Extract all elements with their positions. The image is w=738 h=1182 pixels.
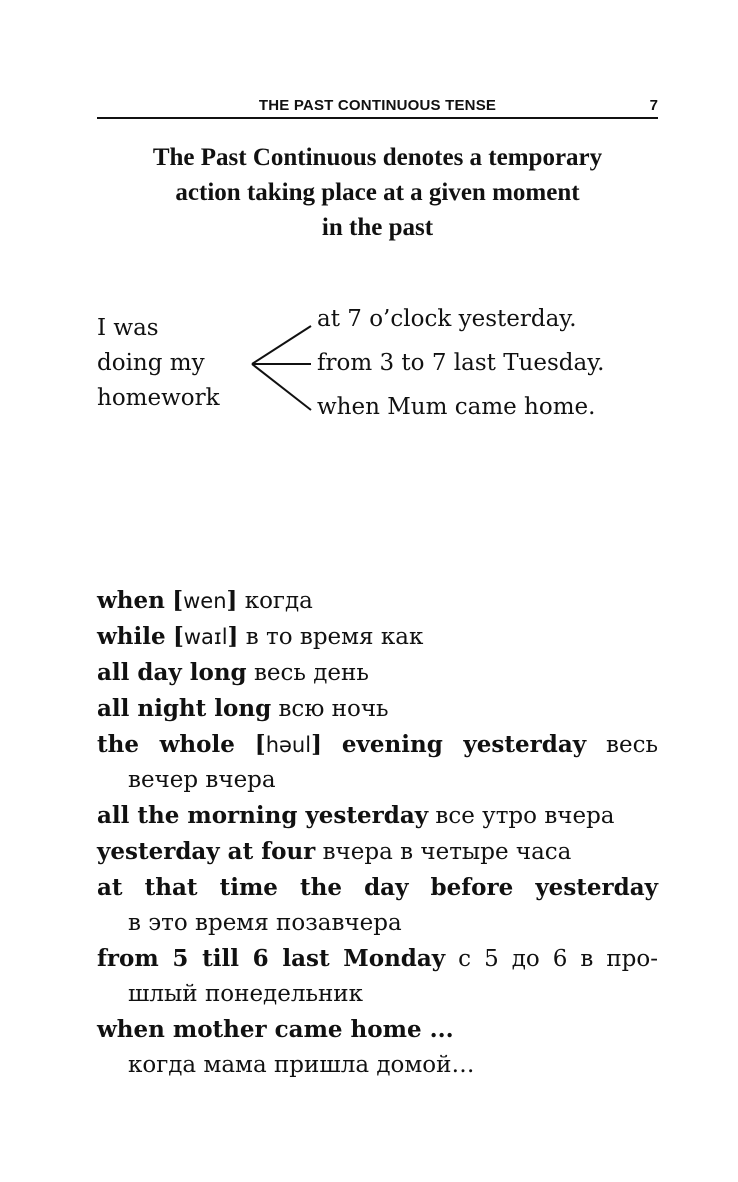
vocab-translation: в то время как bbox=[245, 624, 424, 650]
rule-line: The Past Continuous denotes a temporary bbox=[152, 144, 603, 171]
vocab-entry bbox=[97, 798, 658, 834]
vocab-term: when bbox=[97, 587, 165, 614]
rule-line: in the past bbox=[321, 214, 434, 241]
vocab-translation: с 5 до 6 в про- bbox=[458, 946, 658, 972]
vocab-translation: все утро вчера bbox=[435, 803, 615, 829]
vocab-term: from 5 till 6 last Monday bbox=[97, 945, 446, 972]
subject-line: homework bbox=[97, 385, 220, 411]
vocabulary-list bbox=[97, 583, 658, 1083]
vocab-term: while bbox=[97, 623, 166, 650]
branch-label: at 7 o’clock yesterday. bbox=[317, 306, 577, 332]
page-header bbox=[97, 95, 658, 119]
branch-line-top bbox=[252, 326, 311, 364]
vocab-entry-continuation bbox=[97, 763, 658, 798]
page-number: 7 bbox=[649, 97, 658, 114]
vocab-term: all night long bbox=[97, 695, 272, 722]
vocab-entry-continuation bbox=[97, 906, 658, 941]
vocab-transcription: waɪl bbox=[183, 625, 228, 649]
vocab-term: all the morning yesterday bbox=[97, 802, 429, 829]
subject-line: doing my bbox=[97, 350, 205, 376]
vocab-term: yesterday at four bbox=[97, 838, 316, 865]
vocab-term: the whole bbox=[97, 731, 235, 758]
vocab-translation: вечер вчера bbox=[128, 767, 276, 793]
vocab-entry bbox=[97, 655, 658, 691]
rule-line: action taking place at a given moment bbox=[175, 179, 580, 206]
vocab-term: evening yesterday bbox=[341, 731, 587, 758]
vocab-entry: when [wen] когда bbox=[97, 587, 313, 614]
vocab-entry bbox=[97, 1012, 658, 1048]
vocab-translation: вчера в четыре часа bbox=[322, 839, 572, 865]
branch-label: when Mum came home. bbox=[317, 394, 596, 420]
vocab-entry: while [waɪl] в то время как bbox=[97, 623, 424, 650]
rule-heading bbox=[97, 140, 658, 245]
vocab-term: at that time the day before yesterday bbox=[97, 874, 658, 901]
vocab-entry-continuation bbox=[97, 977, 658, 1012]
branch-line-bottom bbox=[252, 364, 311, 410]
vocab-translation: в это время позавчера bbox=[128, 910, 402, 936]
vocab-entry bbox=[97, 870, 658, 906]
vocab-translation: шлый понедельник bbox=[128, 981, 363, 1007]
vocab-transcription: wen bbox=[183, 589, 227, 613]
vocab-transcription: həul bbox=[265, 733, 312, 757]
vocab-entry: the whole [həul] evening yesterday весь bbox=[97, 731, 658, 758]
vocab-entry-continuation bbox=[97, 1048, 658, 1083]
vocab-entry bbox=[97, 834, 658, 870]
vocab-entry bbox=[97, 941, 658, 977]
vocab-translation: когда bbox=[244, 588, 313, 614]
diagram-subject bbox=[97, 311, 220, 416]
vocab-term: when mother came home ... bbox=[97, 1016, 454, 1043]
vocab-translation: когда мама пришла домой… bbox=[128, 1052, 475, 1078]
vocab-entry bbox=[97, 691, 658, 727]
vocab-translation: весь день bbox=[253, 660, 369, 686]
vocab-translation: всю ночь bbox=[278, 696, 389, 722]
branch-label: from 3 to 7 last Tuesday. bbox=[317, 350, 605, 376]
running-title: THE PAST CONTINUOUS TENSE bbox=[258, 97, 497, 114]
subject-line: I was bbox=[97, 315, 159, 341]
vocab-term: all day long bbox=[97, 659, 247, 686]
vocab-translation: весь bbox=[606, 732, 658, 758]
